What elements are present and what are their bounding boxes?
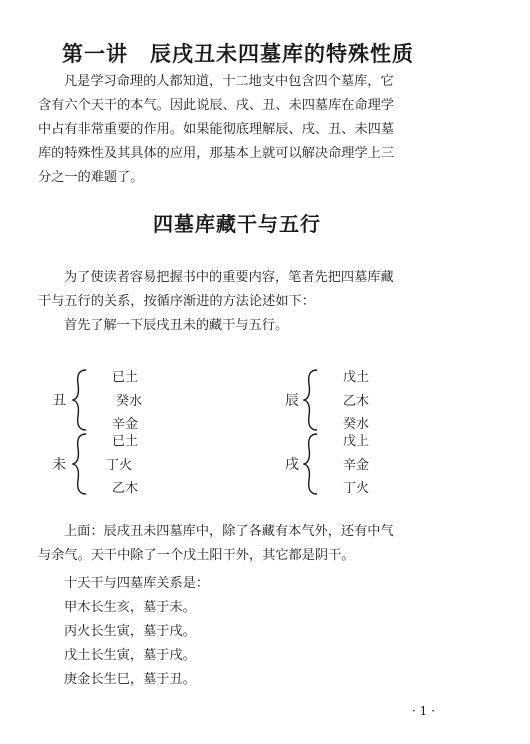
hidden-stems-diagram bbox=[0, 360, 530, 500]
stem-item: 已土 bbox=[112, 370, 139, 385]
paragraph-line: 为了使读者容易把握书中的重要内容，笔者先把四墓库藏 bbox=[64, 270, 394, 285]
stem-item: 乙木 bbox=[343, 394, 370, 409]
list-item: 甲木长生亥，墓于未。 bbox=[64, 600, 196, 615]
list-item: 庚金长生巳，墓于丑。 bbox=[64, 672, 196, 687]
chapter-title: 第一讲 辰戌丑未四墓库的特殊性质 bbox=[62, 41, 414, 66]
paragraph-line: 首先了解一下辰戌丑未的藏干与五行。 bbox=[64, 318, 289, 333]
intro-line: 中占有非常重要的作用。如果能彻底理解辰、戌、丑、未四墓 bbox=[38, 122, 395, 137]
intro-line: 含有六个天干的本气。因此说辰、戌、丑、未四墓库在命理学 bbox=[38, 98, 395, 113]
paragraph-line: 干与五行的关系，按循序渐进的方法论述如下： bbox=[38, 294, 315, 309]
branch-label: 戌 bbox=[285, 457, 299, 473]
branch-group-xu bbox=[285, 430, 425, 500]
brace-icon bbox=[72, 368, 88, 432]
branch-label: 辰 bbox=[285, 393, 299, 409]
stem-item: 癸水 bbox=[116, 394, 143, 409]
branch-group-chou bbox=[52, 366, 192, 436]
stem-item: 丁火 bbox=[343, 481, 370, 496]
branch-group-chen bbox=[285, 366, 425, 436]
page-number: · 1 · bbox=[412, 704, 435, 718]
section-title: 四墓库藏干与五行 bbox=[153, 212, 321, 236]
intro-line: 分之一的难题了。 bbox=[38, 170, 144, 185]
branch-label: 丑 bbox=[52, 393, 66, 409]
intro-paragraph bbox=[38, 70, 490, 190]
stem-item: 癸水 bbox=[343, 417, 370, 432]
branch-label: 未 bbox=[52, 457, 66, 473]
stem-item: 辛金 bbox=[112, 417, 139, 432]
stem-tomb-list bbox=[38, 572, 490, 692]
brace-icon bbox=[72, 432, 88, 496]
list-item: 戊土长生寅，墓于戌。 bbox=[64, 648, 196, 663]
branch-group-wei bbox=[52, 430, 192, 500]
brace-icon bbox=[303, 432, 319, 496]
paragraph-line: 与余气。天干中除了一个戊土阳干外，其它都是阴干。 bbox=[38, 548, 355, 563]
list-item: 丙火长生寅，墓于戌。 bbox=[64, 624, 196, 639]
stem-item: 戊上 bbox=[343, 434, 370, 449]
brace-icon bbox=[303, 368, 319, 432]
summary-paragraph bbox=[38, 520, 490, 568]
stem-item: 已土 bbox=[112, 434, 139, 449]
list-heading: 十天干与四墓库关系是： bbox=[64, 576, 210, 591]
stem-item: 乙木 bbox=[112, 481, 139, 496]
stem-item: 辛金 bbox=[343, 458, 370, 473]
paragraph-line: 上面：辰戌丑未四墓库中，除了各藏有本气外，还有中气 bbox=[64, 524, 394, 539]
stem-item: 戊土 bbox=[343, 370, 370, 385]
stem-item: 丁火 bbox=[106, 458, 133, 473]
intro-line: 凡是学习命理的人都知道，十二地支中包含四个墓库，它 bbox=[64, 74, 394, 89]
explanation-paragraph bbox=[38, 266, 490, 338]
intro-line: 库的特殊性及其具体的应用，那基本上就可以解决命理学上三 bbox=[38, 146, 395, 161]
